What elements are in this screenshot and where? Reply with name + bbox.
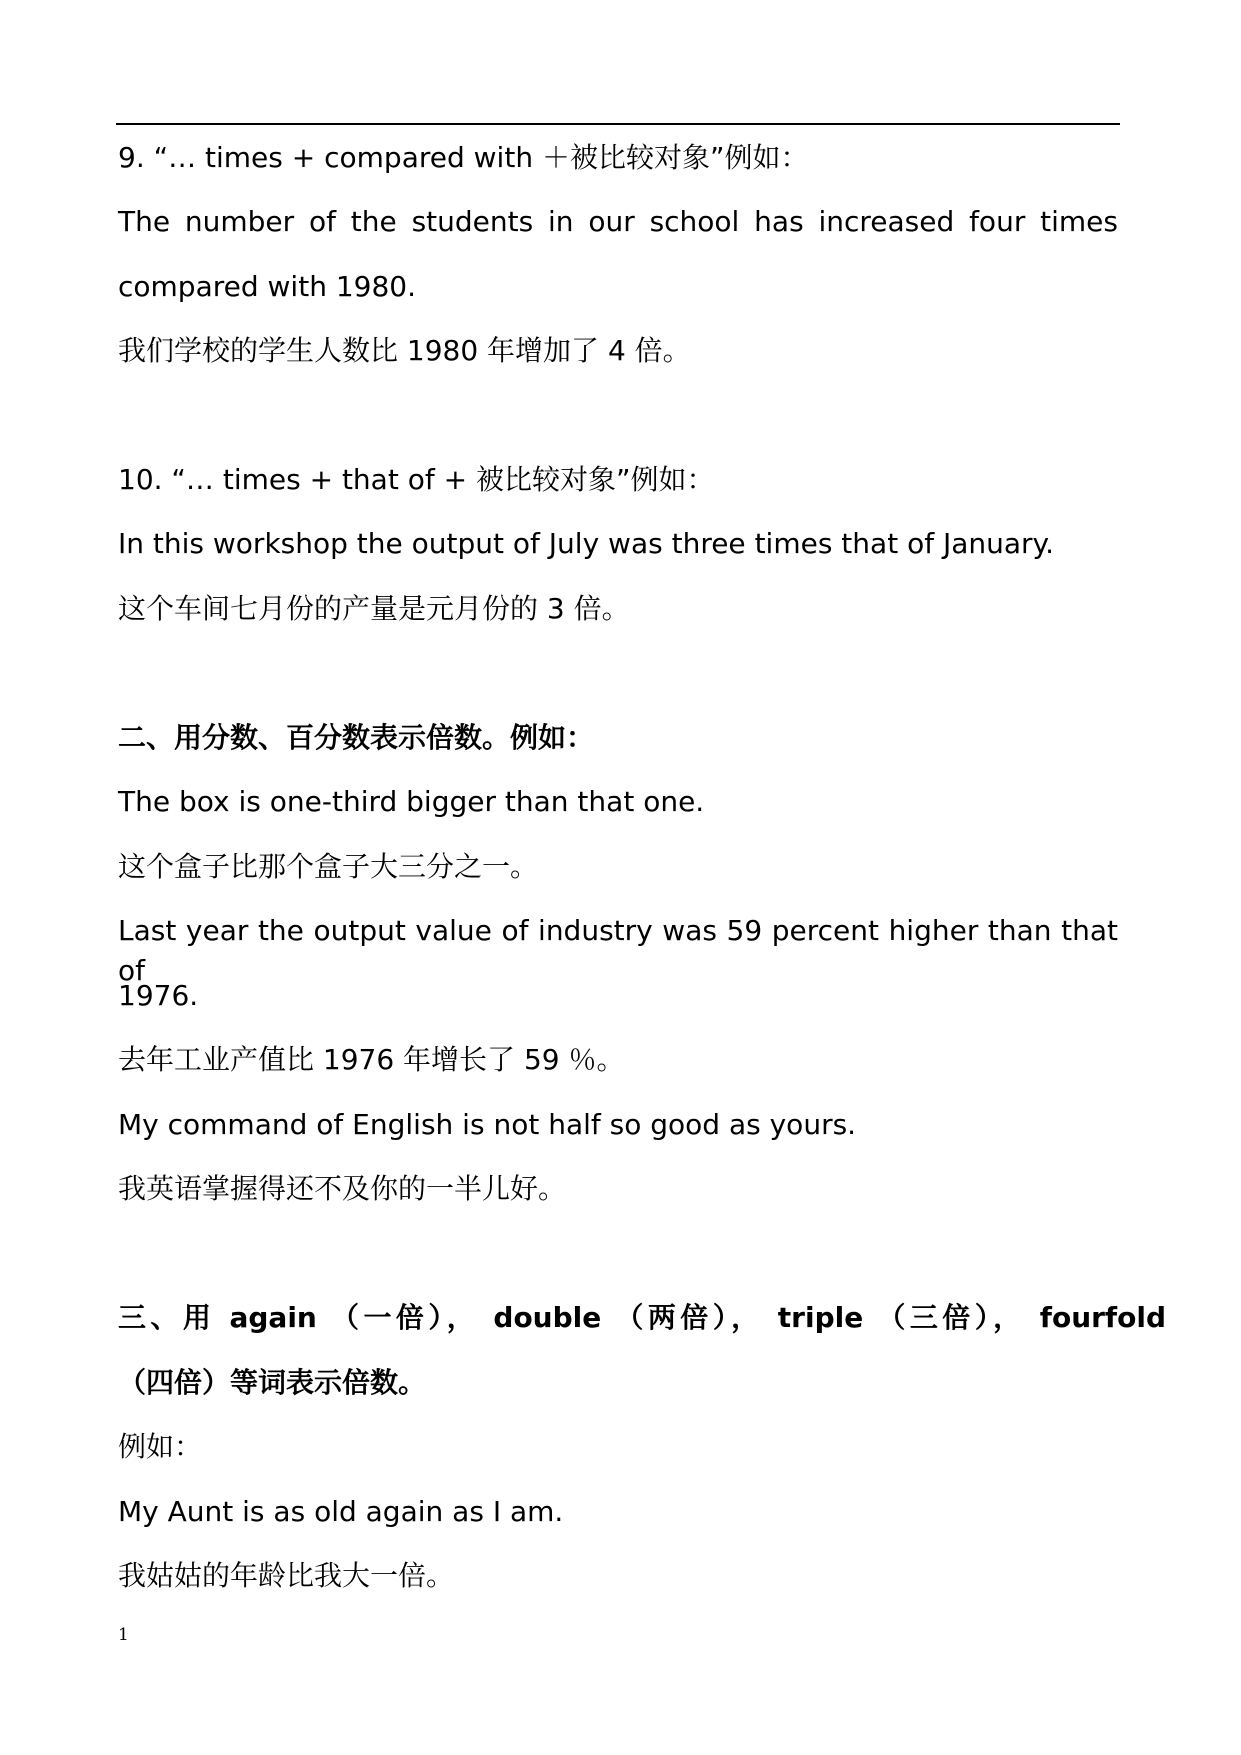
example-sentence-en: The number of the students in our school has increased four times [118, 205, 1118, 238]
example-sentence-en-cont: 1976. [118, 979, 199, 1012]
example-sentence-zh: 这个车间七月份的产量是元月份的 3 倍。 [118, 592, 630, 625]
example-sentence-zh: 我姑姑的年龄比我大一倍。 [118, 1559, 455, 1592]
example-sentence-en: My Aunt is as old again as I am. [118, 1495, 564, 1528]
header-rule [116, 123, 1120, 125]
section-2-heading: 二、用分数、百分数表示倍数。例如： [118, 721, 595, 754]
section-3-heading: 三、用 again （一倍）， double （两倍）， triple （三倍）， fourfold [118, 1301, 1166, 1334]
example-sentence-zh: 去年工业产值比 1976 年增长了 59 ％。 [118, 1043, 625, 1076]
example-sentence-zh: 我们学校的学生人数比 1980 年增加了 4 倍。 [118, 334, 691, 367]
example-sentence-zh: 我英语掌握得还不及你的一半儿好。 [118, 1172, 567, 1205]
section-3-heading-cont: （四倍）等词表示倍数。 [118, 1366, 427, 1399]
example-sentence-en-cont: compared with 1980. [118, 270, 416, 303]
example-sentence-en: Last year the output value of industry was 59 percent higher than that of [118, 914, 1118, 987]
example-sentence-en: The box is one-third bigger than that one. [118, 785, 705, 818]
page-number: 1 [118, 1625, 129, 1645]
example-sentence-en: My command of English is not half so good as yours. [118, 1108, 857, 1141]
example-label: 例如： [118, 1430, 203, 1463]
example-sentence-en: In this workshop the output of July was three times that of January. [118, 527, 1055, 560]
item-9-heading: 9. “… times + compared with ＋被比较对象”例如： [118, 141, 809, 174]
item-10-heading: 10. “… times + that of + 被比较对象”例如： [118, 463, 715, 496]
example-sentence-zh: 这个盒子比那个盒子大三分之一。 [118, 850, 539, 883]
